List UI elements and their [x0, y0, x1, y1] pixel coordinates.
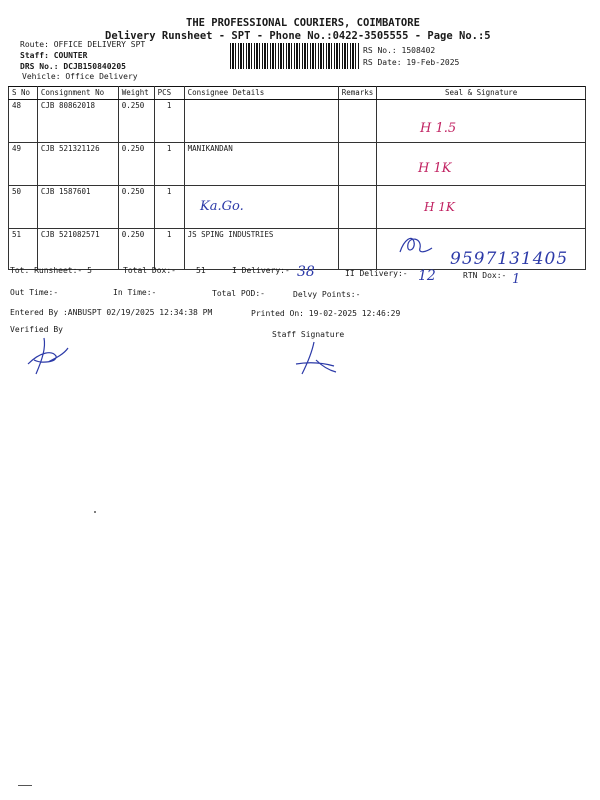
handwritten-phone-number: 9597131405 [450, 249, 569, 269]
delivery-points-label: Delvy Points:- [293, 290, 361, 299]
ii-delivery-label: II Delivery:- [345, 269, 408, 278]
total-pod-label: Total POD:- [212, 289, 265, 298]
cell-signature [377, 100, 586, 143]
table-row [9, 100, 586, 143]
barcode [230, 43, 360, 69]
handwritten-signature-row3: H 1K [424, 200, 455, 214]
runsheet-table [8, 86, 586, 270]
cell-sno: 50 [9, 186, 38, 229]
table-row [9, 143, 586, 186]
cell-consignment: CJB 80862018 [37, 100, 118, 143]
rtn-dox-label: RTN Dox:- [463, 271, 507, 280]
cell-pcs: 1 [154, 229, 184, 270]
rs-date: RS Date: 19-Feb-2025 [363, 58, 460, 67]
cell-remarks [338, 143, 377, 186]
staff-signature-label: Staff Signature [272, 330, 345, 339]
out-time-label: Out Time:- [10, 288, 59, 297]
vehicle-label: Vehicle: Office Delivery [22, 72, 138, 81]
col-header-pcs: PCS [154, 87, 184, 100]
col-header-sno: S No [9, 87, 38, 100]
handwritten-consignee-row3: Ka.Go. [200, 199, 244, 214]
rtn-dox-value: 1 [512, 272, 521, 287]
total-runsheet: Tot. Runsheet:- 5 [10, 266, 92, 275]
i-delivery-value: 38 [297, 264, 315, 280]
signature-scribble-row4 [396, 230, 436, 258]
total-dox-value: 51 [196, 266, 206, 275]
table-row [9, 186, 586, 229]
cell-sno: 49 [9, 143, 38, 186]
i-delivery-label: I Delivery:- [232, 266, 290, 275]
handwritten-signature-row1: H 1.5 [420, 121, 457, 136]
col-header-seal-signature: Seal & Signature [377, 87, 586, 100]
cell-weight: 0.250 [118, 100, 154, 143]
table-header-row [9, 87, 586, 100]
runsheet-subtitle: Delivery Runsheet - SPT - Phone No.:0422-3505555 - Page No.:5 [105, 30, 491, 42]
cell-signature [377, 186, 586, 229]
cell-sno: 51 [9, 229, 38, 270]
in-time-label: In Time:- [113, 288, 157, 297]
cell-sno: 48 [9, 100, 38, 143]
rs-number: RS No.: 1508402 [363, 46, 436, 55]
col-header-remarks: Remarks [338, 87, 377, 100]
verified-by-signature [22, 334, 72, 380]
cell-remarks [338, 229, 377, 270]
cell-signature [377, 143, 586, 186]
handwritten-signature-row2: H 1K [418, 161, 452, 176]
cell-pcs: 1 [154, 100, 184, 143]
scan-dot [94, 511, 96, 513]
cell-pcs: 1 [154, 186, 184, 229]
cell-consignment: CJB 1587601 [37, 186, 118, 229]
printed-on: Printed On: 19-02-2025 12:46:29 [251, 309, 401, 318]
cell-remarks [338, 186, 377, 229]
ii-delivery-value: 12 [418, 268, 436, 284]
cell-consignee [184, 100, 338, 143]
staff-signature-mark [292, 340, 342, 376]
cell-weight: 0.250 [118, 186, 154, 229]
cell-consignment: CJB 521321126 [37, 143, 118, 186]
cell-pcs: 1 [154, 143, 184, 186]
cell-consignee: MANIKANDAN [184, 143, 338, 186]
cell-consignment: CJB 521082571 [37, 229, 118, 270]
total-dox-label: Total Dox:- [123, 266, 176, 275]
cell-weight: 0.250 [118, 229, 154, 270]
staff-label: Staff: COUNTER [20, 51, 88, 60]
col-header-weight: Weight [118, 87, 154, 100]
cell-consignee: JS SPING INDUSTRIES [184, 229, 338, 270]
drs-number: DRS No.: DCJB150840205 [20, 62, 126, 71]
col-header-consignment: Consignment No [37, 87, 118, 100]
cell-weight: 0.250 [118, 143, 154, 186]
route-label: Route: OFFICE DELIVERY SPT [20, 40, 146, 49]
verified-by-label: Verified By [10, 325, 63, 334]
cell-remarks [338, 100, 377, 143]
company-title: THE PROFESSIONAL COURIERS, COIMBATORE [186, 17, 420, 29]
entered-by: Entered By :ANBUSPT 02/19/2025 12:34:38 PM [10, 308, 213, 317]
col-header-consignee: Consignee Details [184, 87, 338, 100]
scan-mark [18, 785, 32, 786]
